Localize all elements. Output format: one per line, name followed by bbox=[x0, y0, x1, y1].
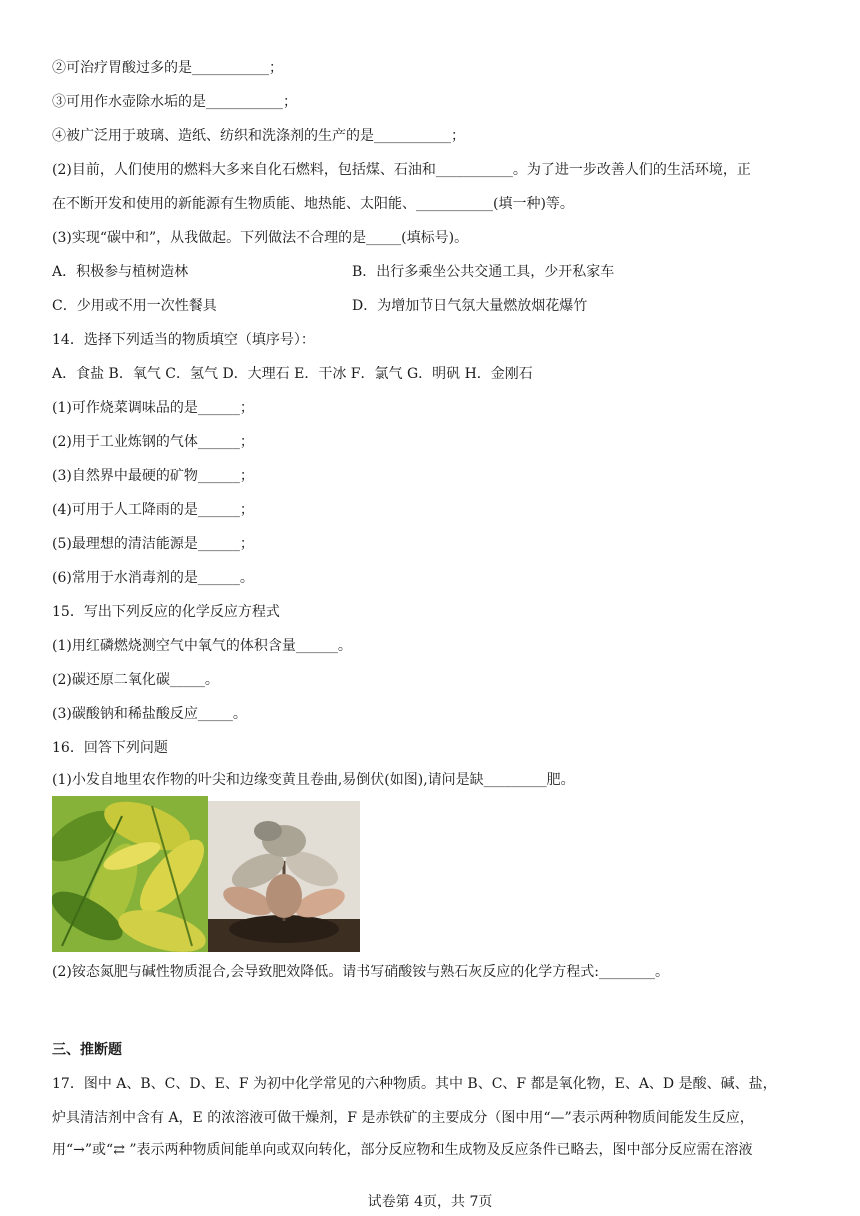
q17-line-2: 炉具清洁剂中含有 A，E 的浓溶液可做干燥剂，F 是赤铁矿的主要成分（图中用“—”表示两种物质间能发生反应， bbox=[52, 1110, 754, 1126]
q13-part-2-line-2: 在不断开发和使用的新能源有生物质能、地热能、太阳能、___________(填一种)等。 bbox=[52, 196, 574, 212]
q14-title: 14．选择下列适当的物质填空（填序号）： bbox=[52, 332, 315, 348]
yellow-leaf-photo bbox=[52, 796, 208, 952]
q13-item-4: ④被广泛用于玻璃、造纸、纺织和洗涤剂的生产的是___________； bbox=[52, 128, 465, 144]
q13-part-2-line-1: (2)目前，人们使用的燃料大多来自化石燃料，包括煤、石油和___________。为了进一步改善人们的生活环境，正 bbox=[52, 162, 751, 178]
q13-item-3: ③可用作水壶除水垢的是___________； bbox=[52, 94, 297, 110]
q17-line-1: 17．图中 A、B、C、D、E、F 为初中化学常见的六种物质。其中 B、C、F 都是氧化物，E、A、D 是酸、碱、盐， bbox=[52, 1076, 777, 1092]
q17-line-3: 用“→”或“⇄ ”表示两种物质间能单向或双向转化，部分反应物和生成物及反应条件已略去，图中部分反应需在溶液 bbox=[52, 1142, 753, 1158]
q15-item-3: (3)碳酸钠和稀盐酸反应_____。 bbox=[52, 706, 247, 722]
option-b: B．出行多乘坐公共交通工具，少开私家车 bbox=[352, 264, 615, 280]
q14-item-5: (5)最理想的清洁能源是______； bbox=[52, 536, 254, 552]
q16-item-1: (1)小发自地里农作物的叶尖和边缘变黄且卷曲,易倒伏(如图),请问是缺_________肥。 bbox=[52, 772, 575, 788]
q14-options: A．食盐 B．氧气 C．氢气 D．大理石 E．干冰 F．氯气 G．明矾 H．金刚石 bbox=[52, 366, 533, 382]
q14-item-3: (3)自然界中最硬的矿物______； bbox=[52, 468, 254, 484]
section-heading: 三、推断题 bbox=[52, 1042, 122, 1058]
wilted-plant-photo bbox=[208, 801, 360, 952]
q14-item-4: (4)可用于人工降雨的是______； bbox=[52, 502, 254, 518]
q13-part-3: (3)实现“碳中和”，从我做起。下列做法不合理的是_____(填标号)。 bbox=[52, 230, 469, 246]
q15-item-2: (2)碳还原二氧化碳_____。 bbox=[52, 672, 219, 688]
q14-item-1: (1)可作烧菜调味品的是______； bbox=[52, 400, 254, 416]
q15-title: 15．写出下列反应的化学反应方程式 bbox=[52, 604, 280, 620]
q13-item-2: ②可治疗胃酸过多的是___________； bbox=[52, 60, 283, 76]
q14-item-2: (2)用于工业炼钢的气体______； bbox=[52, 434, 254, 450]
q15-item-1: (1)用红磷燃烧测空气中氧气的体积含量______。 bbox=[52, 638, 352, 654]
q14-item-6: (6)常用于水消毒剂的是______。 bbox=[52, 570, 254, 586]
option-d: D．为增加节日气氛大量燃放烟花爆竹 bbox=[352, 298, 588, 314]
page-footer: 试卷第 4页，共 7页 bbox=[367, 1194, 493, 1210]
option-a: A．积极参与植树造林 bbox=[52, 264, 189, 280]
option-c: C．少用或不用一次性餐具 bbox=[52, 298, 217, 314]
q16-title: 16．回答下列问题 bbox=[52, 740, 168, 756]
q16-item-2: (2)铵态氮肥与碱性物质混合,会导致肥效降低。请书写硝酸铵与熟石灰反应的化学方程式:________。 bbox=[52, 964, 669, 980]
